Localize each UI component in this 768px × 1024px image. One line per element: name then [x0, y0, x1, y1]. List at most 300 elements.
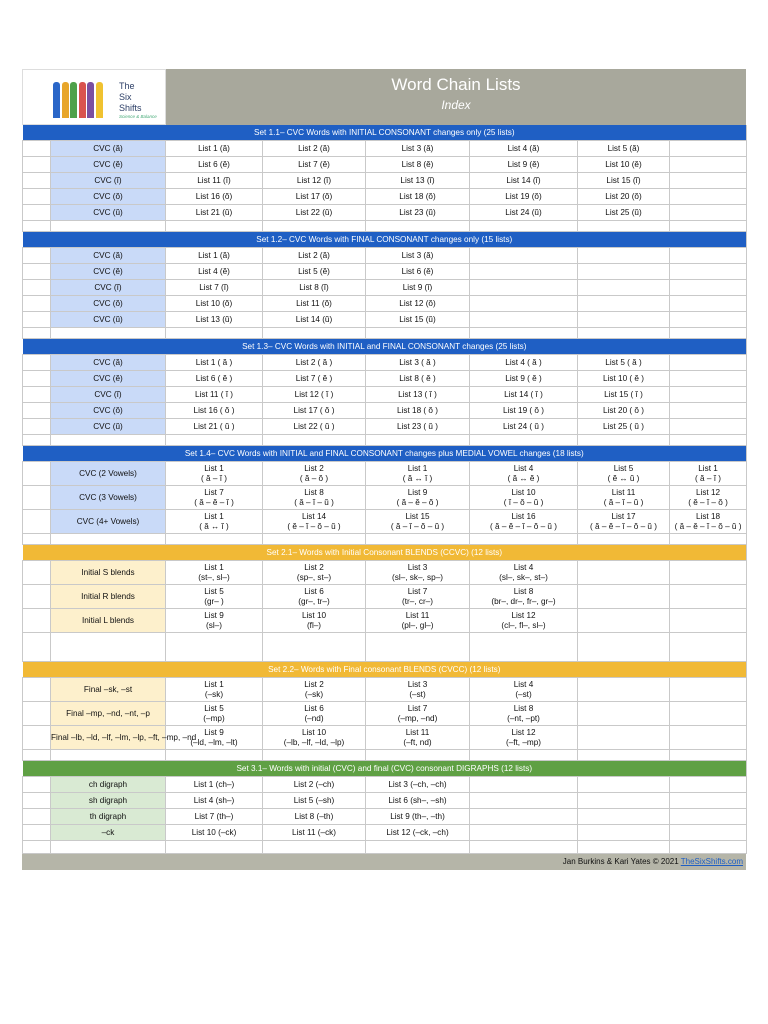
logo-line: Shifts [119, 103, 142, 113]
list-cell[interactable]: List 5 (–sh) [263, 793, 366, 809]
list-cell[interactable] [670, 173, 747, 189]
list-cell[interactable]: List 11 (ŏ) [263, 296, 366, 312]
list-detail: ( ă ↔ ĭ ) [199, 521, 229, 531]
list-cell[interactable] [578, 726, 670, 750]
list-cell[interactable]: List 13 ( ĭ ) [366, 387, 470, 403]
set-row [23, 793, 747, 809]
list-cell[interactable] [670, 561, 747, 585]
row-label: CVC (ŭ) [51, 205, 166, 221]
row-stub [23, 387, 51, 403]
list-cell[interactable]: List 1 (ă) [166, 141, 263, 157]
list-cell[interactable] [366, 702, 470, 726]
list-cell[interactable]: List 1 (ch–) [166, 777, 263, 793]
list-cell[interactable] [263, 678, 366, 702]
list-detail: (gr–, tr–) [298, 596, 330, 606]
list-detail: (br–, dr–, fr–, gr–) [491, 596, 556, 606]
list-cell[interactable]: List 13 (ŭ) [166, 312, 263, 328]
row-label: Final –sk, –st [51, 678, 166, 702]
row-stub [23, 173, 51, 189]
list-cell[interactable] [470, 561, 578, 585]
row-stub [23, 280, 51, 296]
list-cell[interactable]: List 15 ( ĭ ) [578, 387, 670, 403]
list-cell[interactable] [366, 486, 470, 510]
set-table [22, 232, 747, 339]
list-cell[interactable]: List 4 ( ă ) [470, 355, 578, 371]
spacer-cell [470, 534, 578, 545]
list-number: List 4 [513, 562, 534, 572]
list-number: List 3 [407, 562, 428, 572]
list-cell[interactable] [263, 702, 366, 726]
row-stub [23, 462, 51, 486]
list-number: List 1 [204, 463, 224, 473]
list-cell[interactable]: List 11 (–ck) [263, 825, 366, 841]
set-row [23, 419, 747, 435]
list-cell[interactable]: List 16 ( ŏ ) [166, 403, 263, 419]
list-cell[interactable] [670, 585, 747, 609]
list-cell[interactable] [578, 793, 670, 809]
row-label: sh digraph [51, 793, 166, 809]
list-cell[interactable]: List 15 (ŭ) [366, 312, 470, 328]
list-number: List 2 [304, 562, 324, 572]
list-cell[interactable]: List 2 (ă) [263, 248, 366, 264]
list-cell[interactable] [578, 702, 670, 726]
spacer-cell [366, 435, 470, 446]
list-cell[interactable] [578, 264, 670, 280]
list-cell[interactable]: List 4 (ĕ) [166, 264, 263, 280]
spacer-cell [166, 221, 263, 232]
list-number: List 4 [513, 679, 534, 689]
list-cell[interactable]: List 9 ( ĕ ) [470, 371, 578, 387]
list-number: List 11 [611, 487, 636, 497]
row-stub [23, 486, 51, 510]
set-row [23, 486, 747, 510]
list-cell[interactable] [578, 280, 670, 296]
list-cell[interactable] [263, 510, 366, 534]
list-detail: (sl–) [206, 620, 222, 630]
list-cell[interactable]: List 14 ( ĭ ) [470, 387, 578, 403]
list-cell[interactable] [670, 702, 747, 726]
spacer-cell [51, 328, 166, 339]
list-cell[interactable] [670, 462, 747, 486]
list-cell[interactable]: List 18 ( ŏ ) [366, 403, 470, 419]
list-cell[interactable]: List 13 (ĭ) [366, 173, 470, 189]
list-cell[interactable] [578, 510, 670, 534]
spacer-cell [166, 841, 263, 854]
list-cell[interactable] [263, 585, 366, 609]
list-cell[interactable] [366, 585, 470, 609]
list-cell[interactable] [166, 609, 263, 633]
list-cell[interactable] [166, 678, 263, 702]
list-detail: (cl–, fl–, sl–) [501, 620, 546, 630]
list-cell[interactable]: List 10 (ĕ) [578, 157, 670, 173]
set-title: Set 1.4– CVC Words with INITIAL and FINAL CONSONANT changes plus MEDIAL VOWEL changes (18 lists) [23, 446, 747, 462]
list-cell[interactable] [578, 296, 670, 312]
list-detail: ( ă – ĭ ) [695, 473, 721, 483]
list-number: List 12 [695, 487, 721, 497]
list-cell[interactable] [470, 280, 578, 296]
list-cell[interactable]: List 5 (ă) [578, 141, 670, 157]
list-cell[interactable]: List 8 (ĭ) [263, 280, 366, 296]
set-row [23, 296, 747, 312]
list-cell[interactable] [670, 157, 747, 173]
list-cell[interactable]: List 12 (ŏ) [366, 296, 470, 312]
spacer-cell [23, 435, 51, 446]
spacer-cell [470, 841, 578, 854]
list-detail: (–st) [409, 689, 426, 699]
list-cell[interactable] [670, 280, 747, 296]
list-cell[interactable]: List 23 (ŭ) [366, 205, 470, 221]
list-cell[interactable] [670, 141, 747, 157]
list-cell[interactable]: List 5 ( ă ) [578, 355, 670, 371]
row-stub [23, 678, 51, 702]
set-row [23, 189, 747, 205]
list-cell[interactable] [470, 296, 578, 312]
title-banner [166, 69, 746, 125]
spacer-cell [263, 221, 366, 232]
list-cell[interactable] [670, 387, 747, 403]
list-detail: ( ă – ĕ – ĭ – ŏ – ŭ ) [490, 521, 557, 531]
list-cell[interactable] [670, 777, 747, 793]
list-cell[interactable] [578, 809, 670, 825]
list-detail: ( ĕ – ĭ – ŏ – ŭ ) [287, 521, 341, 531]
list-cell[interactable] [166, 462, 263, 486]
list-cell[interactable] [578, 585, 670, 609]
spacer-cell [578, 633, 670, 662]
page-subtitle: Index [441, 98, 471, 112]
list-cell[interactable] [670, 296, 747, 312]
logo-bar [70, 82, 77, 118]
spacer-cell [670, 534, 747, 545]
spacer-cell [263, 841, 366, 854]
list-cell[interactable]: List 9 (ĭ) [366, 280, 470, 296]
list-cell[interactable] [670, 205, 747, 221]
list-cell[interactable]: List 6 (ĕ) [366, 264, 470, 280]
list-cell[interactable]: List 19 ( ŏ ) [470, 403, 578, 419]
list-cell[interactable] [470, 726, 578, 750]
list-cell[interactable]: List 23 ( ŭ ) [366, 419, 470, 435]
list-cell[interactable]: List 6 ( ĕ ) [166, 371, 263, 387]
list-cell[interactable] [263, 486, 366, 510]
list-number: List 11 [405, 727, 430, 737]
list-detail: ( ă – ĕ – ŏ ) [396, 497, 439, 507]
list-number: List 1 [204, 562, 224, 572]
list-detail: (tr–, cr–) [402, 596, 433, 606]
list-cell[interactable]: List 25 (ŭ) [578, 205, 670, 221]
logo-bar [53, 82, 60, 118]
list-cell[interactable] [470, 793, 578, 809]
list-number: List 18 [695, 511, 721, 521]
list-cell[interactable]: List 9 (th–, –th) [366, 809, 470, 825]
list-number: List 7 [407, 703, 428, 713]
list-cell[interactable]: List 3 (ă) [366, 248, 470, 264]
list-cell[interactable] [578, 777, 670, 793]
list-cell[interactable]: List 4 (sh–) [166, 793, 263, 809]
list-cell[interactable]: List 12 ( ĭ ) [263, 387, 366, 403]
logo-bars-icon [53, 82, 105, 118]
list-cell[interactable]: List 21 ( ŭ ) [166, 419, 263, 435]
set-row [23, 809, 747, 825]
row-stub [23, 777, 51, 793]
spacer-cell [470, 328, 578, 339]
list-cell[interactable]: List 2 (ă) [263, 141, 366, 157]
list-cell[interactable]: List 21 (ŭ) [166, 205, 263, 221]
list-number: List 12 [511, 610, 536, 620]
row-label: CVC (ĕ) [51, 371, 166, 387]
set-row [23, 157, 747, 173]
row-label: Final –lb, –ld, –lf, –lm, –lp, –ft, –mp, –nd [51, 726, 166, 750]
list-detail: ( ă – ĕ – ĭ ) [194, 497, 234, 507]
list-cell[interactable]: List 5 (ĕ) [263, 264, 366, 280]
spacer-cell [578, 841, 670, 854]
list-cell[interactable] [263, 462, 366, 486]
spacer-cell [51, 534, 166, 545]
list-cell[interactable]: List 1 (ă) [166, 248, 263, 264]
list-cell[interactable] [470, 809, 578, 825]
set-title: Set 1.3– CVC Words with INITIAL and FINAL CONSONANT changes (25 lists) [23, 339, 747, 355]
list-cell[interactable]: List 20 (ŏ) [578, 189, 670, 205]
list-cell[interactable]: List 3 (ă) [366, 141, 470, 157]
row-label: –ck [51, 825, 166, 841]
list-cell[interactable] [166, 486, 263, 510]
footer [22, 854, 746, 870]
list-cell[interactable] [578, 825, 670, 841]
row-stub [23, 585, 51, 609]
list-number: List 5 [204, 703, 224, 713]
list-detail: ( ă – ĕ – ĭ – ŏ – ŭ ) [674, 521, 742, 531]
list-cell[interactable]: List 10 ( ĕ ) [578, 371, 670, 387]
list-number: List 8 [513, 586, 534, 596]
list-detail: (–nd) [304, 713, 324, 723]
list-cell[interactable] [670, 678, 747, 702]
list-cell[interactable] [470, 510, 578, 534]
list-cell[interactable]: List 7 (ĕ) [263, 157, 366, 173]
list-cell[interactable]: List 7 ( ĕ ) [263, 371, 366, 387]
set-title: Set 1.1– CVC Words with INITIAL CONSONANT changes only (25 lists) [23, 125, 747, 141]
list-cell[interactable] [670, 419, 747, 435]
list-cell[interactable]: List 25 ( ŭ ) [578, 419, 670, 435]
spacer-cell [670, 221, 747, 232]
list-cell[interactable] [366, 510, 470, 534]
list-number: List 2 [304, 679, 324, 689]
row-label: CVC (ŭ) [51, 312, 166, 328]
list-cell[interactable]: List 1 ( ă ) [166, 355, 263, 371]
list-cell[interactable] [578, 312, 670, 328]
list-cell[interactable] [578, 462, 670, 486]
list-number: List 12 [511, 727, 536, 737]
spacer-cell [366, 841, 470, 854]
list-cell[interactable] [366, 678, 470, 702]
row-stub [23, 141, 51, 157]
row-stub [23, 157, 51, 173]
list-cell[interactable] [166, 510, 263, 534]
spacer-cell [366, 633, 470, 662]
list-detail: ( ă ↔ ĕ ) [507, 473, 540, 483]
row-label: CVC (ŏ) [51, 403, 166, 419]
list-cell[interactable]: List 24 ( ŭ ) [470, 419, 578, 435]
spacer-cell [470, 750, 578, 761]
spacer-cell [366, 221, 470, 232]
list-cell[interactable]: List 3 (–ch, –ch) [366, 777, 470, 793]
list-cell[interactable]: List 2 ( ă ) [263, 355, 366, 371]
list-cell[interactable]: List 8 (–th) [263, 809, 366, 825]
list-cell[interactable] [470, 264, 578, 280]
list-detail: (pl–, gl–) [401, 620, 434, 630]
logo-bar [87, 82, 94, 118]
list-cell[interactable] [263, 561, 366, 585]
list-number: List 10 [301, 610, 327, 620]
list-cell[interactable] [366, 462, 470, 486]
list-cell[interactable]: List 7 (ĭ) [166, 280, 263, 296]
list-cell[interactable]: List 19 (ŏ) [470, 189, 578, 205]
list-cell[interactable]: List 10 (ŏ) [166, 296, 263, 312]
list-number: List 5 [613, 463, 634, 473]
list-cell[interactable] [470, 248, 578, 264]
list-cell[interactable]: List 3 ( ă ) [366, 355, 470, 371]
list-cell[interactable] [670, 809, 747, 825]
list-cell[interactable]: List 15 (ĭ) [578, 173, 670, 189]
list-detail: (st–, sl–) [198, 572, 230, 582]
spacer-cell [263, 328, 366, 339]
list-cell[interactable]: List 10 (–ck) [166, 825, 263, 841]
list-cell[interactable]: List 12 (–ck, –ch) [366, 825, 470, 841]
list-cell[interactable]: List 22 ( ŭ ) [263, 419, 366, 435]
list-cell[interactable] [366, 609, 470, 633]
list-cell[interactable] [670, 825, 747, 841]
logo-subtitle: Science & Balance [119, 114, 157, 119]
list-cell[interactable]: List 24 (ŭ) [470, 205, 578, 221]
list-cell[interactable] [670, 609, 747, 633]
row-label: ch digraph [51, 777, 166, 793]
logo-line: The [119, 81, 135, 91]
list-cell[interactable]: List 22 (ŭ) [263, 205, 366, 221]
row-stub [23, 702, 51, 726]
page-title: Word Chain Lists [391, 75, 521, 94]
list-cell[interactable] [166, 585, 263, 609]
list-cell[interactable] [470, 585, 578, 609]
list-cell[interactable]: List 20 ( ŏ ) [578, 403, 670, 419]
list-cell[interactable] [263, 726, 366, 750]
list-cell[interactable] [670, 486, 747, 510]
list-cell[interactable]: List 2 (–ch) [263, 777, 366, 793]
list-number: List 6 [304, 703, 324, 713]
list-cell[interactable] [470, 702, 578, 726]
list-detail: (gr– ) [204, 596, 224, 606]
list-cell[interactable] [578, 561, 670, 585]
spacer-cell [578, 328, 670, 339]
list-cell[interactable] [166, 561, 263, 585]
list-cell[interactable] [166, 702, 263, 726]
footer-link[interactable]: TheSixShifts.com [680, 857, 743, 866]
list-cell[interactable]: List 6 (sh–, –sh) [366, 793, 470, 809]
list-detail: ( ă – ŏ ) [299, 473, 329, 483]
list-cell[interactable] [470, 486, 578, 510]
list-cell[interactable] [670, 355, 747, 371]
set-row [23, 371, 747, 387]
set-row [23, 678, 747, 702]
list-detail: (–ft, nd) [403, 737, 432, 747]
list-cell[interactable]: List 11 ( ĭ ) [166, 387, 263, 403]
list-detail: ( ă ↔ ĭ ) [402, 473, 433, 483]
spacer-cell [166, 328, 263, 339]
list-cell[interactable] [470, 312, 578, 328]
list-cell[interactable] [470, 678, 578, 702]
row-label: CVC (4+ Vowels) [51, 510, 166, 534]
list-cell[interactable] [263, 609, 366, 633]
set-table [22, 761, 747, 854]
list-cell[interactable]: List 12 (ĭ) [263, 173, 366, 189]
list-detail: (sl–, sk–, sp–) [392, 572, 443, 582]
list-cell[interactable] [670, 264, 747, 280]
spacer-cell [670, 841, 747, 854]
set-row [23, 510, 747, 534]
set-row [23, 173, 747, 189]
spacer-cell [470, 221, 578, 232]
row-stub [23, 403, 51, 419]
list-cell[interactable]: List 9 (ĕ) [470, 157, 578, 173]
list-cell[interactable]: List 7 (th–) [166, 809, 263, 825]
list-cell[interactable] [670, 510, 747, 534]
set-row [23, 609, 747, 633]
row-label: th digraph [51, 809, 166, 825]
list-cell[interactable]: List 18 (ŏ) [366, 189, 470, 205]
spacer-cell [670, 633, 747, 662]
list-cell[interactable] [470, 609, 578, 633]
list-cell[interactable] [470, 462, 578, 486]
list-cell[interactable] [578, 678, 670, 702]
list-cell[interactable]: List 11 (ĭ) [166, 173, 263, 189]
list-cell[interactable] [578, 609, 670, 633]
list-cell[interactable] [578, 486, 670, 510]
list-cell[interactable]: List 4 (ă) [470, 141, 578, 157]
list-cell[interactable] [366, 726, 470, 750]
list-cell[interactable]: List 17 ( ŏ ) [263, 403, 366, 419]
list-cell[interactable]: List 14 (ĭ) [470, 173, 578, 189]
spacer-cell [51, 841, 166, 854]
list-cell[interactable] [670, 793, 747, 809]
list-number: List 10 [511, 487, 536, 497]
row-stub [23, 248, 51, 264]
list-number: List 8 [513, 703, 534, 713]
list-cell[interactable] [470, 825, 578, 841]
list-cell[interactable]: List 17 (ŏ) [263, 189, 366, 205]
row-stub [23, 793, 51, 809]
row-stub [23, 609, 51, 633]
row-label: CVC (2 Vowels) [51, 462, 166, 486]
list-cell[interactable] [470, 777, 578, 793]
list-cell[interactable] [670, 726, 747, 750]
list-cell[interactable] [670, 371, 747, 387]
list-cell[interactable] [670, 248, 747, 264]
list-number: List 2 [304, 463, 324, 473]
list-number: List 1 [407, 463, 428, 473]
list-number: List 7 [407, 586, 428, 596]
list-cell[interactable]: List 16 (ŏ) [166, 189, 263, 205]
list-cell[interactable]: List 8 ( ĕ ) [366, 371, 470, 387]
set-row [23, 561, 747, 585]
list-cell[interactable] [670, 189, 747, 205]
list-cell[interactable] [670, 312, 747, 328]
logo-bar [62, 82, 69, 118]
list-cell[interactable] [366, 561, 470, 585]
list-cell[interactable]: List 6 (ĕ) [166, 157, 263, 173]
list-cell[interactable] [578, 248, 670, 264]
set-table [22, 545, 747, 662]
list-cell[interactable] [670, 403, 747, 419]
list-cell[interactable]: List 14 (ŭ) [263, 312, 366, 328]
list-cell[interactable]: List 8 (ĕ) [366, 157, 470, 173]
set-row [23, 825, 747, 841]
set-title: Set 3.1– Words with initial (CVC) and final (CVC) consonant DIGRAPHS (12 lists) [23, 761, 747, 777]
